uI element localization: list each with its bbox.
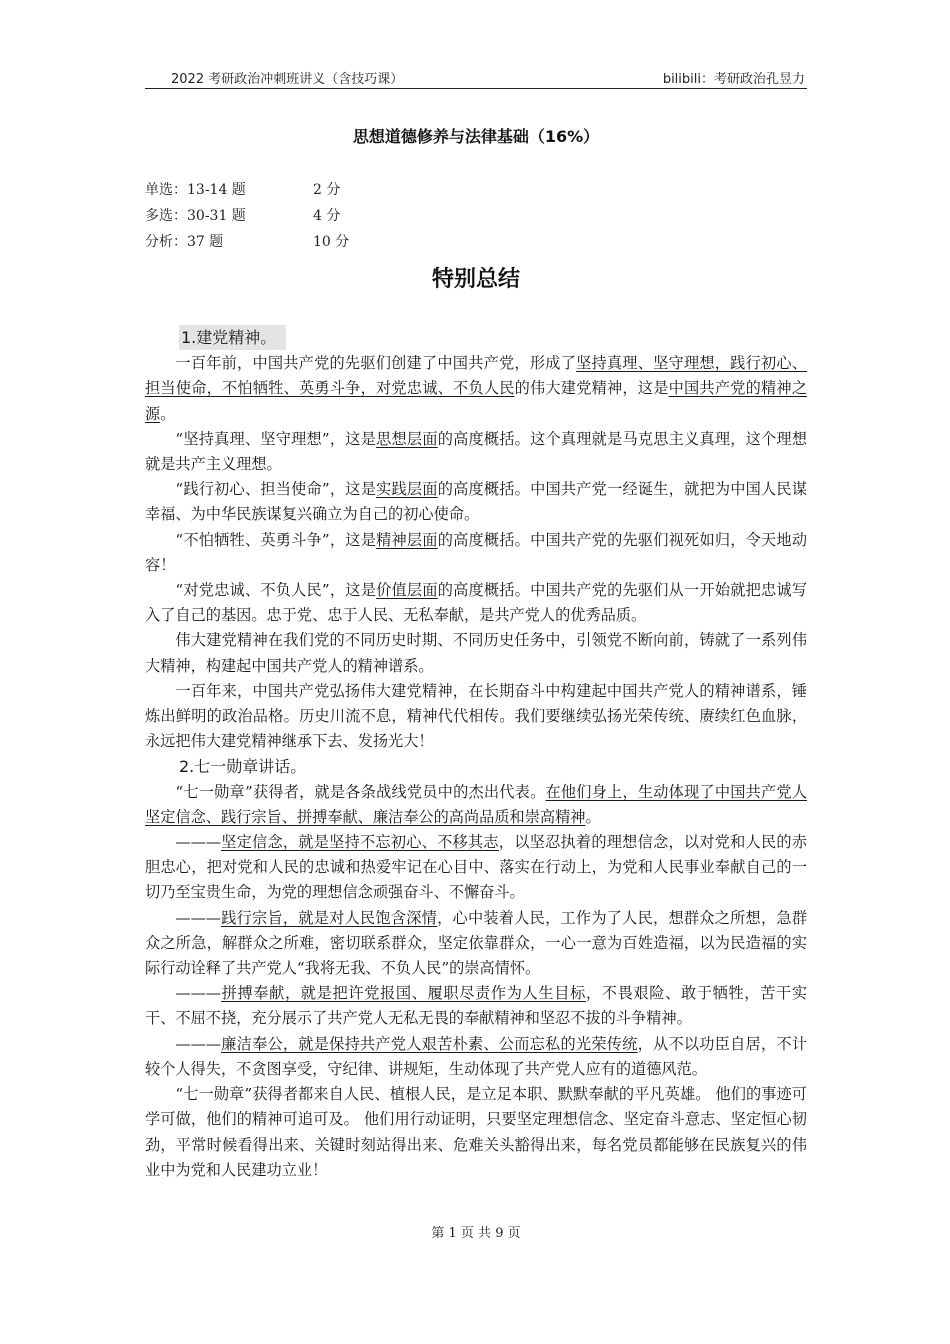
score-row [145, 180, 340, 200]
score-type: 单选：13-14 题 [145, 182, 246, 198]
paragraph: “坚持真理、坚守理想”，这是思想层面的高度概括。这个真理就是马克思主义真理，这个理想就是共产主义理想。 [145, 429, 808, 474]
header-rule [145, 88, 807, 89]
paragraph: 一百年来，中国共产党弘扬伟大建党精神，在长期奋斗中构建起中国共产党人的精神谱系，锤炼出鲜明的政治品格。历史川流不息，精神代代相传。我们要继续弘扬光荣传统、赓续红色血脉，永远把伟大建党精神继承下去、发扬光大！ [145, 681, 807, 751]
paragraph: 一百年前，中国共产党的先驱们创建了中国共产党，形成了坚持真理、坚守理想，践行初心、担当使命，不怕牺牲、英勇斗争，对党忠诚、不负人民的伟大建党精神，这是中国共产党的精神之源。 [145, 354, 808, 423]
paragraph: “七一勋章”获得者，就是各条战线党员中的杰出代表。在他们身上，生动体现了中国共产党人坚定信念、践行宗旨、拼搏奉献、廉洁奉公的高尚品质和崇高精神。 [145, 782, 808, 826]
paragraph: 伟大建党精神在我们党的不同历史时期、不同历史任务中，引领党不断向前，铸就了一系列伟大精神，构建起中国共产党人的精神谱系。 [145, 631, 807, 675]
score-points: 4 分 [313, 208, 341, 224]
score-points: 10 分 [313, 234, 350, 250]
paragraph: ———坚定信念，就是坚持不忘初心、不移其志，以坚忍执着的理想信念，以对党和人民的赤胆忠心，把对党和人民的忠诚和热爱牢记在心目中、落实在行动上，为党和人民事业奉献自己的一切乃至宝贵生命，为党的理想信念顽强奋斗、不懈奋斗。 [145, 833, 808, 902]
score-row [145, 206, 340, 226]
paragraph: “不怕牺牲、英勇斗争”，这是精神层面的高度概括。中国共产党的先驱们视死如归，令天地动容！ [145, 530, 808, 574]
section-title: 特别总结 [431, 267, 520, 292]
score-type: 多选：30-31 题 [145, 208, 246, 224]
heading-july-first-medal: 2.七一勋章讲话。 [179, 757, 307, 777]
page-header [145, 68, 805, 88]
paragraph: “七一勋章”获得者都来自人民、植根人民，是立足本职、默默奉献的平凡英雄。 他们的事迹可学可做，他们的精神可追可及。 他们用行动证明，只要坚定理想信念、坚定奋斗意志、坚定恒心韧劲，平常时候看得出来、关键时刻站得出来、危难关头豁得出来，每名党员都能够在民族复兴的伟业中为党和人民建功立业！ [145, 1085, 807, 1179]
heading-founding-spirit: 1.建党精神。 [179, 325, 286, 350]
main-content [145, 325, 807, 1183]
header-right: bilibili：考研政治孔昱力 [662, 72, 805, 87]
paragraph: ———拼搏奉献，就是把许党报国、履职尽责作为人生目标，不畏艰险、敢于牺牲，苦干实干、不屈不挠，充分展示了共产党人无私无畏的奉献精神和坚忍不拔的斗争精神。 [145, 984, 808, 1028]
document-title: 思想道德修养与法律基础（16%） [352, 127, 600, 146]
header-left: 2022 考研政治冲刺班讲义（含技巧课） [171, 72, 404, 87]
score-points: 2 分 [313, 182, 341, 198]
score-row [145, 232, 349, 252]
paragraph: “对党忠诚、不负人民”，这是价值层面的高度概括。中国共产党的先驱们从一开始就把忠诚写入了自己的基因。忠于党、忠于人民、无私奉献，是共产党人的优秀品质。 [145, 581, 808, 625]
paragraph: ———践行宗旨，就是对人民饱含深情，心中装着人民，工作为了人民，想群众之所想，急群众之所急，解群众之所难，密切联系群众，坚定依靠群众，一心一意为百姓造福，以为民造福的实际行动诠释了共产党人“我将无我、不负人民”的崇高情怀。 [145, 908, 808, 978]
score-type: 分析：37 题 [145, 234, 224, 250]
page-footer: 第 1 页 共 9 页 [431, 1226, 521, 1241]
paragraph: ———廉洁奉公，就是保持共产党人艰苦朴素、公而忘私的光荣传统，从不以功臣自居，不计较个人得失，不贪图享受，守纪律、讲规矩，生动体现了共产党人应有的道德风范。 [145, 1034, 808, 1078]
paragraph: “践行初心、担当使命”，这是实践层面的高度概括。中国共产党一经诞生，就把为中国人民谋幸福、为中华民族谋复兴确立为自己的初心使命。 [145, 480, 808, 524]
